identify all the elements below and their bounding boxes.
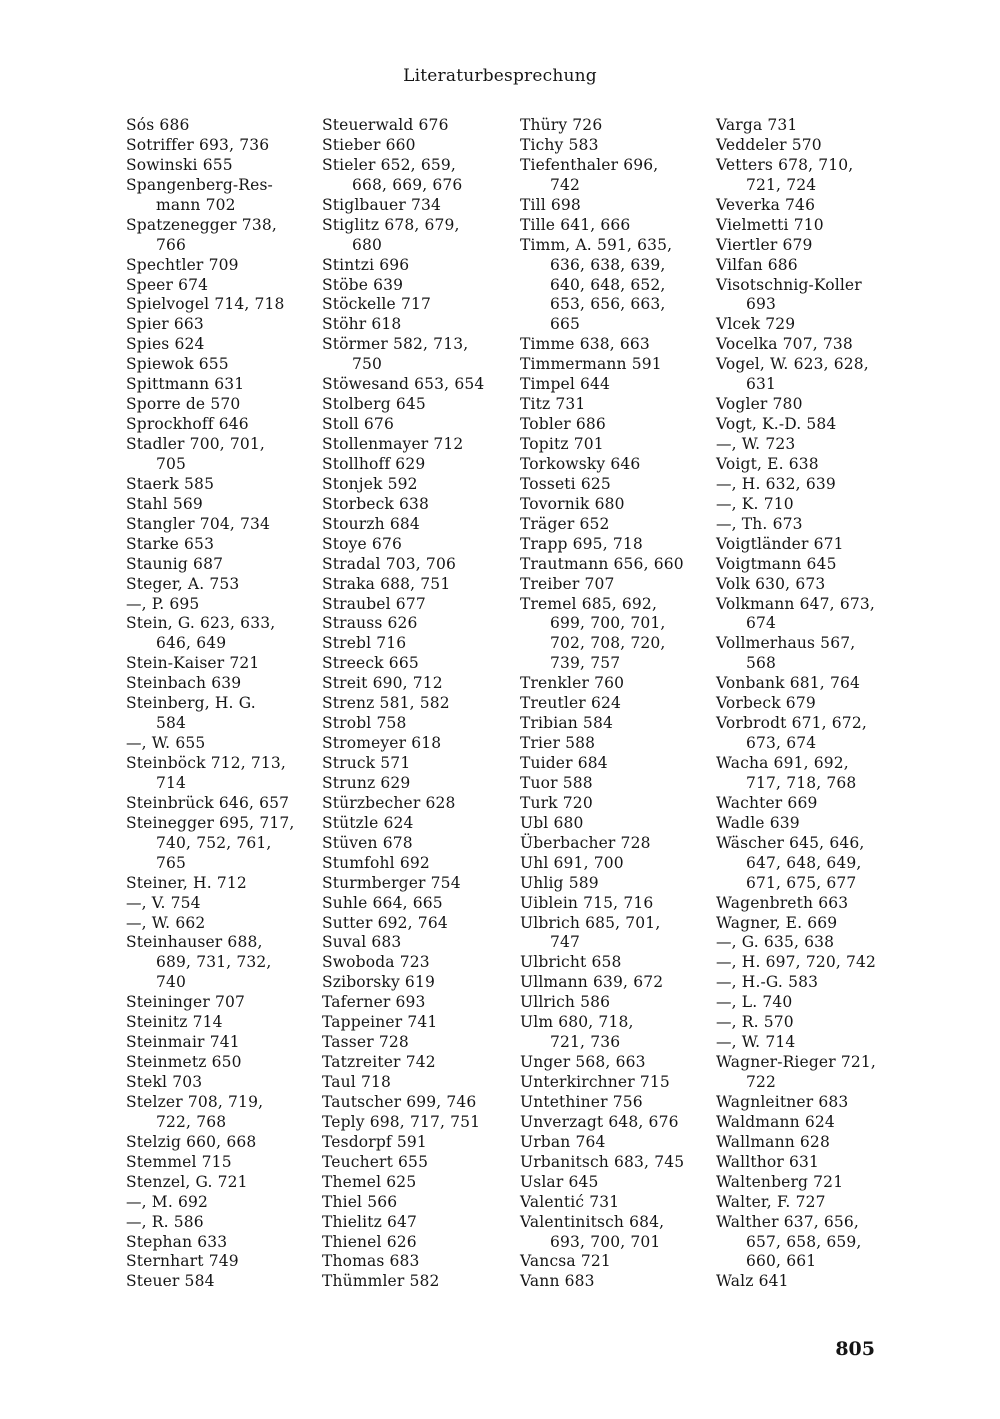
- index-column-3: [520, 116, 684, 1292]
- index-entry: Timm, A. 591, 635,: [520, 235, 673, 254]
- index-entry: Tautscher 699, 746: [322, 1092, 477, 1111]
- index-entry-continuation: 673, 674: [746, 734, 817, 753]
- index-entry: Vetters 678, 710,: [716, 155, 854, 174]
- index-entry: —, W. 723: [716, 435, 796, 453]
- index-entry: Volkmann 647, 673,: [716, 594, 875, 613]
- index-entry: Tuider 684: [520, 754, 608, 772]
- index-entry: Sutter 692, 764: [322, 913, 448, 932]
- index-entry: —, Th. 673: [716, 514, 803, 533]
- index-entry-continuation: 721, 736: [550, 1033, 621, 1052]
- index-entry: Vlcek 729: [716, 315, 796, 334]
- index-entry: Stöwesand 653, 654: [322, 375, 485, 394]
- index-entry: Stephan 633: [126, 1232, 228, 1251]
- index-entry: Uhl 691, 700: [520, 853, 624, 872]
- index-entry: Vilfan 686: [716, 255, 798, 274]
- index-entry-continuation: 689, 731, 732,: [156, 953, 272, 972]
- index-entry: Valentić 731: [520, 1192, 620, 1211]
- index-entry: Turk 720: [520, 793, 593, 812]
- index-entry: Tuor 588: [520, 773, 593, 792]
- index-entry: Vonbank 681, 764: [716, 674, 860, 693]
- index-entry: Stoll 676: [322, 415, 394, 434]
- index-entry: Strunz 629: [322, 773, 411, 792]
- index-entry: Strebl 716: [322, 634, 407, 653]
- index-entry: Treiber 707: [520, 574, 615, 593]
- index-entry: Trapp 695, 718: [520, 534, 643, 553]
- index-entry: Träger 652: [520, 514, 610, 533]
- index-entry: Valentinitsch 684,: [520, 1212, 665, 1231]
- index-entry: Veverka 746: [716, 195, 816, 214]
- index-entry: Steinegger 695, 717,: [126, 813, 295, 832]
- index-entry: Stöckelle 717: [322, 295, 431, 314]
- index-entry: Walther 637, 656,: [716, 1212, 860, 1231]
- index-entry: Staunig 687: [126, 554, 224, 573]
- index-entry: —, H. 697, 720, 742: [716, 953, 877, 972]
- index-entry: Visotschnig-Koller: [716, 275, 862, 294]
- index-entry-continuation: 699, 700, 701,: [550, 614, 666, 633]
- index-entry-continuation: 640, 648, 652,: [550, 275, 666, 294]
- index-entry: Steinbrück 646, 657: [126, 793, 290, 812]
- index-entry: —, L. 740: [716, 993, 793, 1012]
- index-entry: Veddeler 570: [716, 135, 822, 154]
- index-entry: Till 698: [520, 195, 581, 214]
- index-entry: Topitz 701: [520, 435, 604, 453]
- index-entry: Vollmerhaus 567,: [716, 634, 856, 653]
- index-entry: Stangler 704, 734: [126, 514, 271, 533]
- index-entry: Sós 686: [126, 116, 190, 134]
- index-entry: Spiewok 655: [126, 355, 229, 374]
- index-entry: Stützle 624: [322, 813, 414, 832]
- index-entry: Timmermann 591: [520, 355, 662, 374]
- index-entry: —, K. 710: [716, 494, 794, 513]
- index-entry-continuation: 631: [746, 375, 777, 394]
- index-entry: Strenz 581, 582: [322, 694, 450, 713]
- index-entry: —, W. 662: [126, 913, 206, 932]
- index-entry: Stöhr 618: [322, 315, 402, 334]
- index-entry: Vorbrodt 671, 672,: [716, 714, 867, 733]
- index-entry: Tichy 583: [520, 135, 599, 154]
- index-entry: Stenzel, G. 721: [126, 1172, 248, 1191]
- index-entry-continuation: mann 702: [156, 195, 236, 214]
- index-entry: Stonjek 592: [322, 474, 418, 493]
- index-entry: Speer 674: [126, 275, 209, 294]
- index-entry: Themel 625: [322, 1172, 417, 1191]
- index-entry: Straubel 677: [322, 594, 426, 613]
- index-entry: Tobler 686: [520, 415, 606, 434]
- index-entry: Sternhart 749: [126, 1252, 239, 1271]
- index-entry-continuation: 740, 752, 761,: [156, 833, 272, 852]
- index-entry-continuation: 668, 669, 676: [352, 175, 463, 194]
- index-entry: Steinböck 712, 713,: [126, 754, 287, 772]
- index-entry: Tille 641, 666: [520, 215, 631, 234]
- index-entry: —, R. 570: [716, 1013, 794, 1032]
- index-entry: Stradal 703, 706: [322, 554, 456, 573]
- index-entry: Staerk 585: [126, 474, 215, 493]
- index-entry: Streit 690, 712: [322, 674, 443, 693]
- index-entry: Stahl 569: [126, 494, 203, 513]
- index-entry: Vogel, W. 623, 628,: [716, 355, 869, 374]
- index-entry: Sowinski 655: [126, 155, 233, 174]
- index-entry: Struck 571: [322, 754, 411, 772]
- index-entry: Stumfohl 692: [322, 853, 430, 872]
- index-entry-continuation: 657, 658, 659,: [746, 1232, 862, 1251]
- index-entry: Wadle 639: [716, 813, 800, 832]
- index-entry-continuation: 671, 675, 677: [746, 873, 857, 892]
- index-entry: Spatzenegger 738,: [126, 215, 277, 234]
- index-entry: Steiner, H. 712: [126, 873, 247, 892]
- index-entry: Trier 588: [520, 734, 596, 753]
- index-entry: Thiel 566: [322, 1192, 398, 1211]
- index-entry: Uhlig 589: [520, 873, 599, 892]
- index-entry: Suval 683: [322, 933, 402, 952]
- index-entry: Stelzig 660, 668: [126, 1132, 257, 1151]
- index-entry: Ulbrich 685, 701,: [520, 913, 661, 932]
- index-entry: Tremel 685, 692,: [520, 594, 658, 613]
- index-entry: Wallmann 628: [716, 1132, 830, 1151]
- index-entry: Stadler 700, 701,: [126, 435, 265, 453]
- running-head: Literaturbesprechung: [403, 66, 597, 86]
- index-entry: Sprockhoff 646: [126, 415, 249, 434]
- index-entry: Taferner 693: [322, 993, 426, 1012]
- index-entry: Vorbeck 679: [716, 694, 816, 713]
- index-entry: Storbeck 638: [322, 494, 430, 513]
- index-entry: Stourzh 684: [322, 514, 420, 533]
- index-entry: Thielitz 647: [322, 1212, 418, 1231]
- index-entry: Vocelka 707, 738: [716, 335, 853, 354]
- index-entry-continuation: 665: [550, 315, 581, 334]
- index-entry: Wagner, E. 669: [716, 913, 838, 932]
- index-entry: Straka 688, 751: [322, 574, 451, 593]
- index-entry: Strobl 758: [322, 714, 407, 733]
- index-entry-continuation: 722: [746, 1073, 777, 1091]
- index-entry-continuation: 714: [156, 773, 187, 792]
- index-entry: Tiefenthaler 696,: [520, 155, 659, 174]
- index-entry: Stollhoff 629: [322, 454, 426, 473]
- index-entry: Stintzi 696: [322, 255, 410, 274]
- index-entry: Thomas 683: [322, 1252, 420, 1271]
- index-entry: Stöbe 639: [322, 275, 404, 294]
- index-entry-continuation: 636, 638, 639,: [550, 255, 666, 274]
- index-entry: Vogler 780: [716, 395, 803, 414]
- index-entry-continuation: 747: [550, 933, 581, 952]
- index-entry: Thümmler 582: [322, 1272, 440, 1291]
- index-entry: Untethiner 756: [520, 1092, 643, 1111]
- index-column-2: [322, 116, 484, 1292]
- index-entry: Steinberg, H. G.: [126, 694, 256, 713]
- index-entry: Steuerwald 676: [322, 116, 449, 134]
- index-entry: Tosseti 625: [520, 474, 611, 493]
- index-entry: Steinhauser 688,: [126, 933, 263, 952]
- index-entry-continuation: 680: [352, 235, 383, 254]
- index-entry: Wagnleitner 683: [716, 1092, 849, 1111]
- index-entry: Tesdorpf 591: [322, 1132, 427, 1151]
- index-entry-continuation: 739, 757: [550, 654, 621, 673]
- index-entry: Spier 663: [126, 315, 204, 334]
- index-entry: Walz 641: [716, 1272, 789, 1291]
- index-entry: Teuchert 655: [322, 1152, 429, 1171]
- index-entry: Stieber 660: [322, 135, 416, 154]
- index-entry: Tovornik 680: [520, 494, 625, 513]
- index-entry: Taul 718: [322, 1073, 392, 1091]
- index-column-4: [716, 116, 876, 1292]
- index-entry: Trautmann 656, 660: [520, 554, 684, 573]
- index-entry: Ulm 680, 718,: [520, 1013, 634, 1032]
- index-entry: Wagner-Rieger 721,: [716, 1053, 876, 1072]
- index-entry-continuation: 722, 768: [156, 1112, 227, 1131]
- index-entry: Uslar 645: [520, 1172, 599, 1191]
- index-entry-continuation: 647, 648, 649,: [746, 853, 862, 872]
- index-entry: Viertler 679: [716, 235, 813, 254]
- index-entry: Uiblein 715, 716: [520, 893, 654, 912]
- index-entry: Stekl 703: [126, 1073, 203, 1091]
- index-entry: —, M. 692: [126, 1192, 209, 1211]
- index-entry: Stürzbecher 628: [322, 793, 456, 812]
- index-entry: Spittmann 631: [126, 375, 245, 394]
- index-entry-continuation: 705: [156, 454, 187, 473]
- index-entry: Trenkler 760: [520, 674, 625, 693]
- index-entry: Ulbricht 658: [520, 953, 622, 972]
- index-entry: Unger 568, 663: [520, 1053, 646, 1072]
- index-entry: Steinmetz 650: [126, 1053, 242, 1072]
- index-entry: Sporre de 570: [126, 395, 241, 414]
- index-entry: Waldmann 624: [716, 1112, 835, 1131]
- index-entry-continuation: 646, 649: [156, 634, 227, 653]
- index-entry: Stiglitz 678, 679,: [322, 215, 460, 234]
- index-entry: —, P. 695: [126, 594, 200, 613]
- index-entry: Titz 731: [520, 395, 586, 414]
- index-entry: —, R. 586: [126, 1212, 204, 1231]
- index-entry: Spechtler 709: [126, 255, 239, 274]
- index-entry: Tatzreiter 742: [322, 1053, 436, 1072]
- index-entry: Voigt, E. 638: [716, 454, 819, 473]
- index-entry: Stelzer 708, 719,: [126, 1092, 264, 1111]
- index-entry: Steuer 584: [126, 1272, 215, 1291]
- index-entry: Varga 731: [716, 116, 798, 134]
- index-entry: Unterkirchner 715: [520, 1073, 670, 1091]
- index-entry: Stüven 678: [322, 833, 413, 852]
- index-column-1: [126, 116, 294, 1292]
- index-entry: Thienel 626: [322, 1232, 417, 1251]
- index-entry: Spielvogel 714, 718: [126, 295, 285, 314]
- index-entry: Torkowsky 646: [520, 454, 641, 473]
- index-entry: Vancsa 721: [520, 1252, 611, 1271]
- index-entry-continuation: 653, 656, 663,: [550, 295, 666, 314]
- index-entry: Tappeiner 741: [322, 1013, 438, 1032]
- index-entry-continuation: 568: [746, 654, 777, 673]
- index-entry-continuation: 766: [156, 235, 187, 254]
- index-entry-continuation: 693: [746, 295, 777, 314]
- index-entry: Treutler 624: [520, 694, 621, 713]
- page-number: 805: [835, 1338, 875, 1360]
- index-entry: Stromeyer 618: [322, 734, 442, 753]
- index-entry-continuation: 702, 708, 720,: [550, 634, 666, 653]
- index-entry: Störmer 582, 713,: [322, 335, 469, 354]
- index-entry: Tribian 584: [520, 714, 613, 733]
- index-entry-continuation: 740: [156, 973, 187, 992]
- index-entry: Steininger 707: [126, 993, 246, 1012]
- index-entry: Starke 653: [126, 534, 215, 553]
- index-entry: Streeck 665: [322, 654, 419, 673]
- index-entry-continuation: 765: [156, 853, 187, 872]
- index-entry: Wäscher 645, 646,: [716, 833, 865, 852]
- index-entry: Wacha 691, 692,: [716, 754, 849, 772]
- index-entry: Wagenbreth 663: [716, 893, 849, 912]
- index-entry: Überbacher 728: [520, 833, 651, 852]
- index-entry: Steinbach 639: [126, 674, 242, 693]
- index-entry-continuation: 717, 718, 768: [746, 773, 857, 792]
- index-entry: Swoboda 723: [322, 953, 430, 972]
- index-entry: Teply 698, 717, 751: [322, 1112, 481, 1131]
- index-entry: Sotriffer 693, 736: [126, 135, 270, 154]
- index-entry: Suhle 664, 665: [322, 893, 443, 912]
- index-entry: —, G. 635, 638: [716, 933, 835, 952]
- index-entry: Ubl 680: [520, 813, 584, 832]
- index-entry: Steinmair 741: [126, 1033, 240, 1052]
- index-entry: Wallthor 631: [716, 1152, 820, 1171]
- index-entry: —, V. 754: [126, 893, 201, 912]
- index-entry-continuation: 584: [156, 714, 187, 733]
- index-entry: Ullrich 586: [520, 993, 611, 1012]
- index-entry-continuation: 750: [352, 355, 383, 374]
- index-entry: —, W. 655: [126, 734, 206, 753]
- index-entry: Stein-Kaiser 721: [126, 654, 260, 673]
- index-entry: Stieler 652, 659,: [322, 155, 456, 174]
- index-entry: Stiglbauer 734: [322, 195, 442, 214]
- index-entry-continuation: 674: [746, 614, 777, 633]
- index-entry: Urbanitsch 683, 745: [520, 1152, 685, 1171]
- index-entry: Steinitz 714: [126, 1013, 223, 1032]
- index-entry: Stemmel 715: [126, 1152, 232, 1171]
- index-entry: Steger, A. 753: [126, 574, 240, 593]
- index-entry: Urban 764: [520, 1132, 606, 1151]
- index-entry: Tasser 728: [322, 1033, 409, 1052]
- index-entry: Stollenmayer 712: [322, 435, 464, 453]
- index-entry: Voigtländer 671: [716, 534, 844, 553]
- index-entry: —, H. 632, 639: [716, 474, 836, 493]
- index-entry: Vann 683: [520, 1272, 595, 1291]
- index-entry: Voigtmann 645: [716, 554, 837, 573]
- index-entry: Waltenberg 721: [716, 1172, 844, 1191]
- index-entry: Unverzagt 648, 676: [520, 1112, 679, 1131]
- index-entry-continuation: 660, 661: [746, 1252, 817, 1271]
- index-entry: Timme 638, 663: [520, 335, 650, 354]
- index-entry: Vogt, K.-D. 584: [716, 415, 837, 434]
- index-entry: Volk 630, 673: [716, 574, 826, 593]
- index-entry: Ullmann 639, 672: [520, 973, 664, 992]
- index-entry: Walter, F. 727: [716, 1192, 826, 1211]
- index-entry: —, W. 714: [716, 1033, 796, 1052]
- index-entry: Stoye 676: [322, 534, 402, 553]
- index-entry: Stein, G. 623, 633,: [126, 614, 276, 633]
- index-entry: Spies 624: [126, 335, 205, 354]
- index-entry: Timpel 644: [520, 375, 611, 394]
- index-entry-continuation: 721, 724: [746, 175, 817, 194]
- index-entry: Sziborsky 619: [322, 973, 435, 992]
- index-entry: Vielmetti 710: [716, 215, 824, 234]
- index-entry: Wachter 669: [716, 793, 818, 812]
- index-entry: Strauss 626: [322, 614, 418, 633]
- index-entry: —, H.-G. 583: [716, 973, 819, 992]
- index-entry: Stolberg 645: [322, 395, 426, 414]
- index-entry: Spangenberg-Res-: [126, 175, 273, 194]
- index-entry: Sturmberger 754: [322, 873, 461, 892]
- index-entry-continuation: 693, 700, 701: [550, 1232, 661, 1251]
- index-entry: Thüry 726: [520, 116, 603, 134]
- index-entry-continuation: 742: [550, 175, 581, 194]
